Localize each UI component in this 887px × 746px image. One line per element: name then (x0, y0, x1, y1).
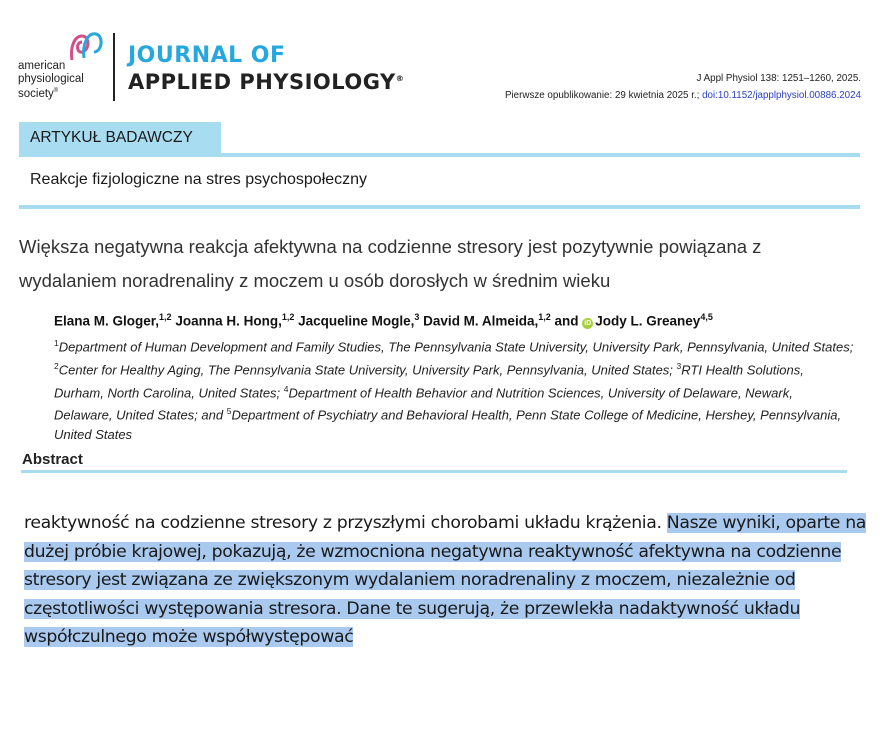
divider (21, 470, 847, 473)
author: Joanna H. Hong, (175, 313, 282, 329)
society-name: american physiological society® (18, 60, 84, 100)
article-type-tab: ARTYKUŁ BADAWCZY (19, 122, 221, 154)
citation-volume: J Appl Physiol 138: 1251–1260, 2025. (696, 73, 861, 84)
author: Elana M. Gloger, (54, 313, 160, 329)
author: Jody L. Greaney (595, 313, 701, 329)
article-title: Większa negatywna reakcja afektywna na codzienne stresory jest pozytywnie powiązana z wydalaniem noradrenaliny z moczem u osób dorosłych w średnim wieku (19, 236, 762, 291)
author-list: Elana M. Gloger,$^{1,2}$ Joanna H. Hong,$^{1,2}$ Jacqueline Mogle,$^3$ David M. Almeida,$^{1,2}$ and iD Jody L. Greaney$^{4,5}$ (54, 312, 713, 329)
citation (505, 70, 861, 104)
section-title: Reakcje fizjologiczne na stres psychospołeczny (30, 171, 368, 188)
orcid-icon[interactable]: iD (584, 319, 592, 327)
divider (19, 153, 860, 157)
abstract-text[interactable] (24, 509, 869, 652)
logo-divider (113, 33, 115, 101)
author: Jacqueline Mogle, (298, 313, 415, 329)
aps-logo-icon (68, 30, 104, 64)
journal-name: JOURNAL OF APPLIED PHYSIOLOGY® (128, 43, 405, 94)
aps-logo (18, 30, 118, 105)
abstract-text-plain[interactable]: reaktywność na codzienne stresory z przyszłymi chorobami układu krążenia. (24, 513, 667, 533)
doi-link[interactable]: doi:10.1152/japplphysiol.00886.2024 (702, 90, 861, 101)
first-published: Pierwsze opublikowanie: 29 kwietnia 2025 r.; (504, 90, 700, 101)
abstract-heading: Abstract (22, 451, 83, 468)
affiliations: $^1$Department of Human Development and Family Studies, The Pennsylvania State University, University Park, Pennsylvania, United States; $^2$Center for Healthy Aging, The Pennsylvania State University, University Park, Pennsylvania, United States; $^3$RTI Health Solutions, Durham, North Carolina, United States; $^4$Department of Health Behavior and Nutrition Sciences, University of Delaware, Newark, Delaware, United States; and $^5$Department of Psychiatry and Behavioral Health, Penn State College of Medicine, Hershey, Pennsylvania, United States (54, 338, 854, 443)
selected-text[interactable]: Nasze wyniki, oparte na dużej próbie krajowej, pokazują, że wzmocniona negatywna reaktywność afektywna na codzienne stresory jest związana ze zwiększonym wydalaniem noradrenaliny z moczem, niezależnie od częstotliwości występowania stresora. Dane te sugerują, że przewlekła nadaktywność układu współczulnego może współwystępować (24, 513, 867, 647)
divider (19, 205, 860, 209)
author-conjunction: and (554, 313, 579, 329)
author: David M. Almeida, (423, 313, 539, 329)
